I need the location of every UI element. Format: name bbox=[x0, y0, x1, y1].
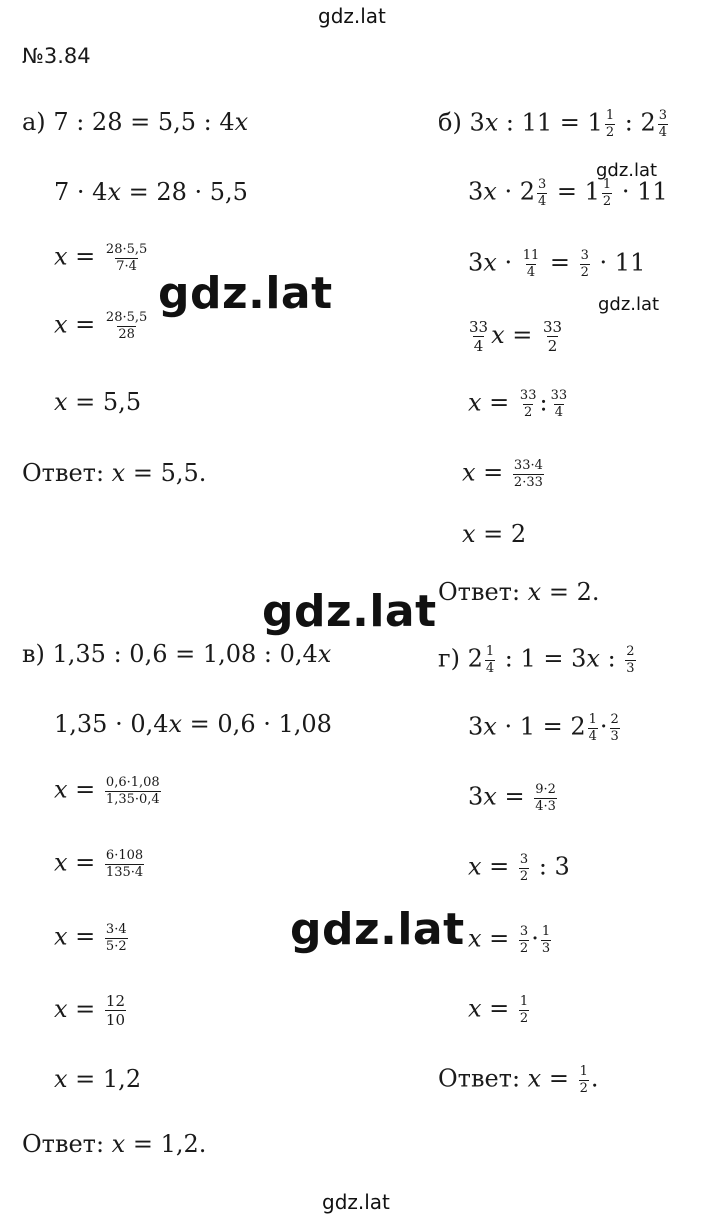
g-line-2: 3x · 1 = 2 $\frac{1}{4}$ · $\frac{2}{3}$ bbox=[468, 712, 619, 744]
watermark-small-2: gdz.lat bbox=[598, 294, 660, 315]
b-line-2: 3x · 2 $\frac{3}{4}$ = 1 $\frac{1}{2}$ · 11 bbox=[468, 177, 668, 209]
problem-number: №3.84 bbox=[22, 44, 91, 68]
b-label: б) bbox=[438, 108, 462, 137]
watermark-big-3: gdz.lat bbox=[290, 904, 465, 955]
a-label: а) bbox=[22, 108, 46, 136]
v-line-5: x = $\frac{3\cdot 4}{5\cdot 2}$ bbox=[54, 922, 127, 954]
a-line-3: x = $\frac{28\cdot 5,5}{7\cdot 4}$ bbox=[54, 242, 148, 274]
v-line-3: x = $\frac{0,6\cdot 1,08}{1,35\cdot 0,4}$ bbox=[54, 775, 160, 807]
g-answer: Ответ: x = $\frac{1}{2}$ . bbox=[438, 1064, 599, 1096]
watermark-big-2: gdz.lat bbox=[262, 586, 437, 637]
v-line-4: x = $\frac{6\cdot 108}{135\cdot 4}$ bbox=[54, 848, 144, 880]
site-footer-logo[interactable]: gdz.lat bbox=[322, 1190, 390, 1214]
g-line-5: x = $\frac{3}{2}$ · $\frac{1}{3}$ bbox=[468, 924, 551, 956]
a-answer: Ответ: x = 5,5. bbox=[22, 459, 207, 487]
fraction: $\frac{28\cdot 5,5}{28}$ bbox=[105, 310, 148, 342]
v-line-6: x = $\frac{12}{10}$ bbox=[54, 992, 126, 1029]
g-line-1: г) 2 $\frac{1}{4}$ : 1 = 3x : $\frac{2}{3}$ bbox=[438, 644, 635, 676]
b-line-6: x = $\frac{33\cdot 4}{2\cdot 33}$ bbox=[462, 458, 543, 490]
site-header-logo[interactable]: gdz.lat bbox=[318, 4, 386, 28]
watermark-small-1: gdz.lat bbox=[596, 160, 658, 181]
b-answer: Ответ: x = 2. bbox=[438, 578, 600, 606]
b-line-7: x = 2 bbox=[462, 520, 527, 548]
g-label: г) bbox=[438, 644, 460, 673]
g-line-6: x = $\frac{1}{2}$ bbox=[468, 994, 529, 1026]
watermark-big-1: gdz.lat bbox=[158, 268, 333, 319]
v-label: в) bbox=[22, 640, 45, 668]
a-line-4: x = $\frac{28\cdot 5,5}{28}$ bbox=[54, 310, 148, 342]
a-line-2: 7 · 4x = 28 · 5,5 bbox=[54, 178, 248, 206]
v-answer: Ответ: x = 1,2. bbox=[22, 1130, 207, 1158]
b-line-3: 3x · $\frac{11}{4}$ = $\frac{3}{2}$ · 11 bbox=[468, 248, 646, 280]
v-line-2: 1,35 · 0,4x = 0,6 · 1,08 bbox=[54, 710, 332, 738]
b-line-1: б) 3x : 11 = 1 $\frac{1}{2}$ : 2 $\frac{3}{4}$ bbox=[438, 108, 667, 140]
v-line-1: в) 1,35 : 0,6 = 1,08 : 0,4x bbox=[22, 640, 332, 668]
v-line-7: x = 1,2 bbox=[54, 1065, 142, 1093]
b-line-4: $\frac{33}{4}$ x = $\frac{33}{2}$ bbox=[469, 318, 563, 355]
fraction: $\frac{28\cdot 5,5}{7\cdot 4}$ bbox=[105, 242, 148, 274]
g-line-3: 3x = $\frac{9\cdot 2}{4\cdot 3}$ bbox=[468, 782, 556, 814]
b-line-5: x = $\frac{33}{2}$ : $\frac{33}{4}$ bbox=[468, 388, 568, 420]
a-line-1: а) 7 : 28 = 5,5 : 4x bbox=[22, 108, 249, 136]
a-line-5: x = 5,5 bbox=[54, 388, 142, 416]
g-line-4: x = $\frac{3}{2}$ : 3 bbox=[468, 852, 570, 884]
